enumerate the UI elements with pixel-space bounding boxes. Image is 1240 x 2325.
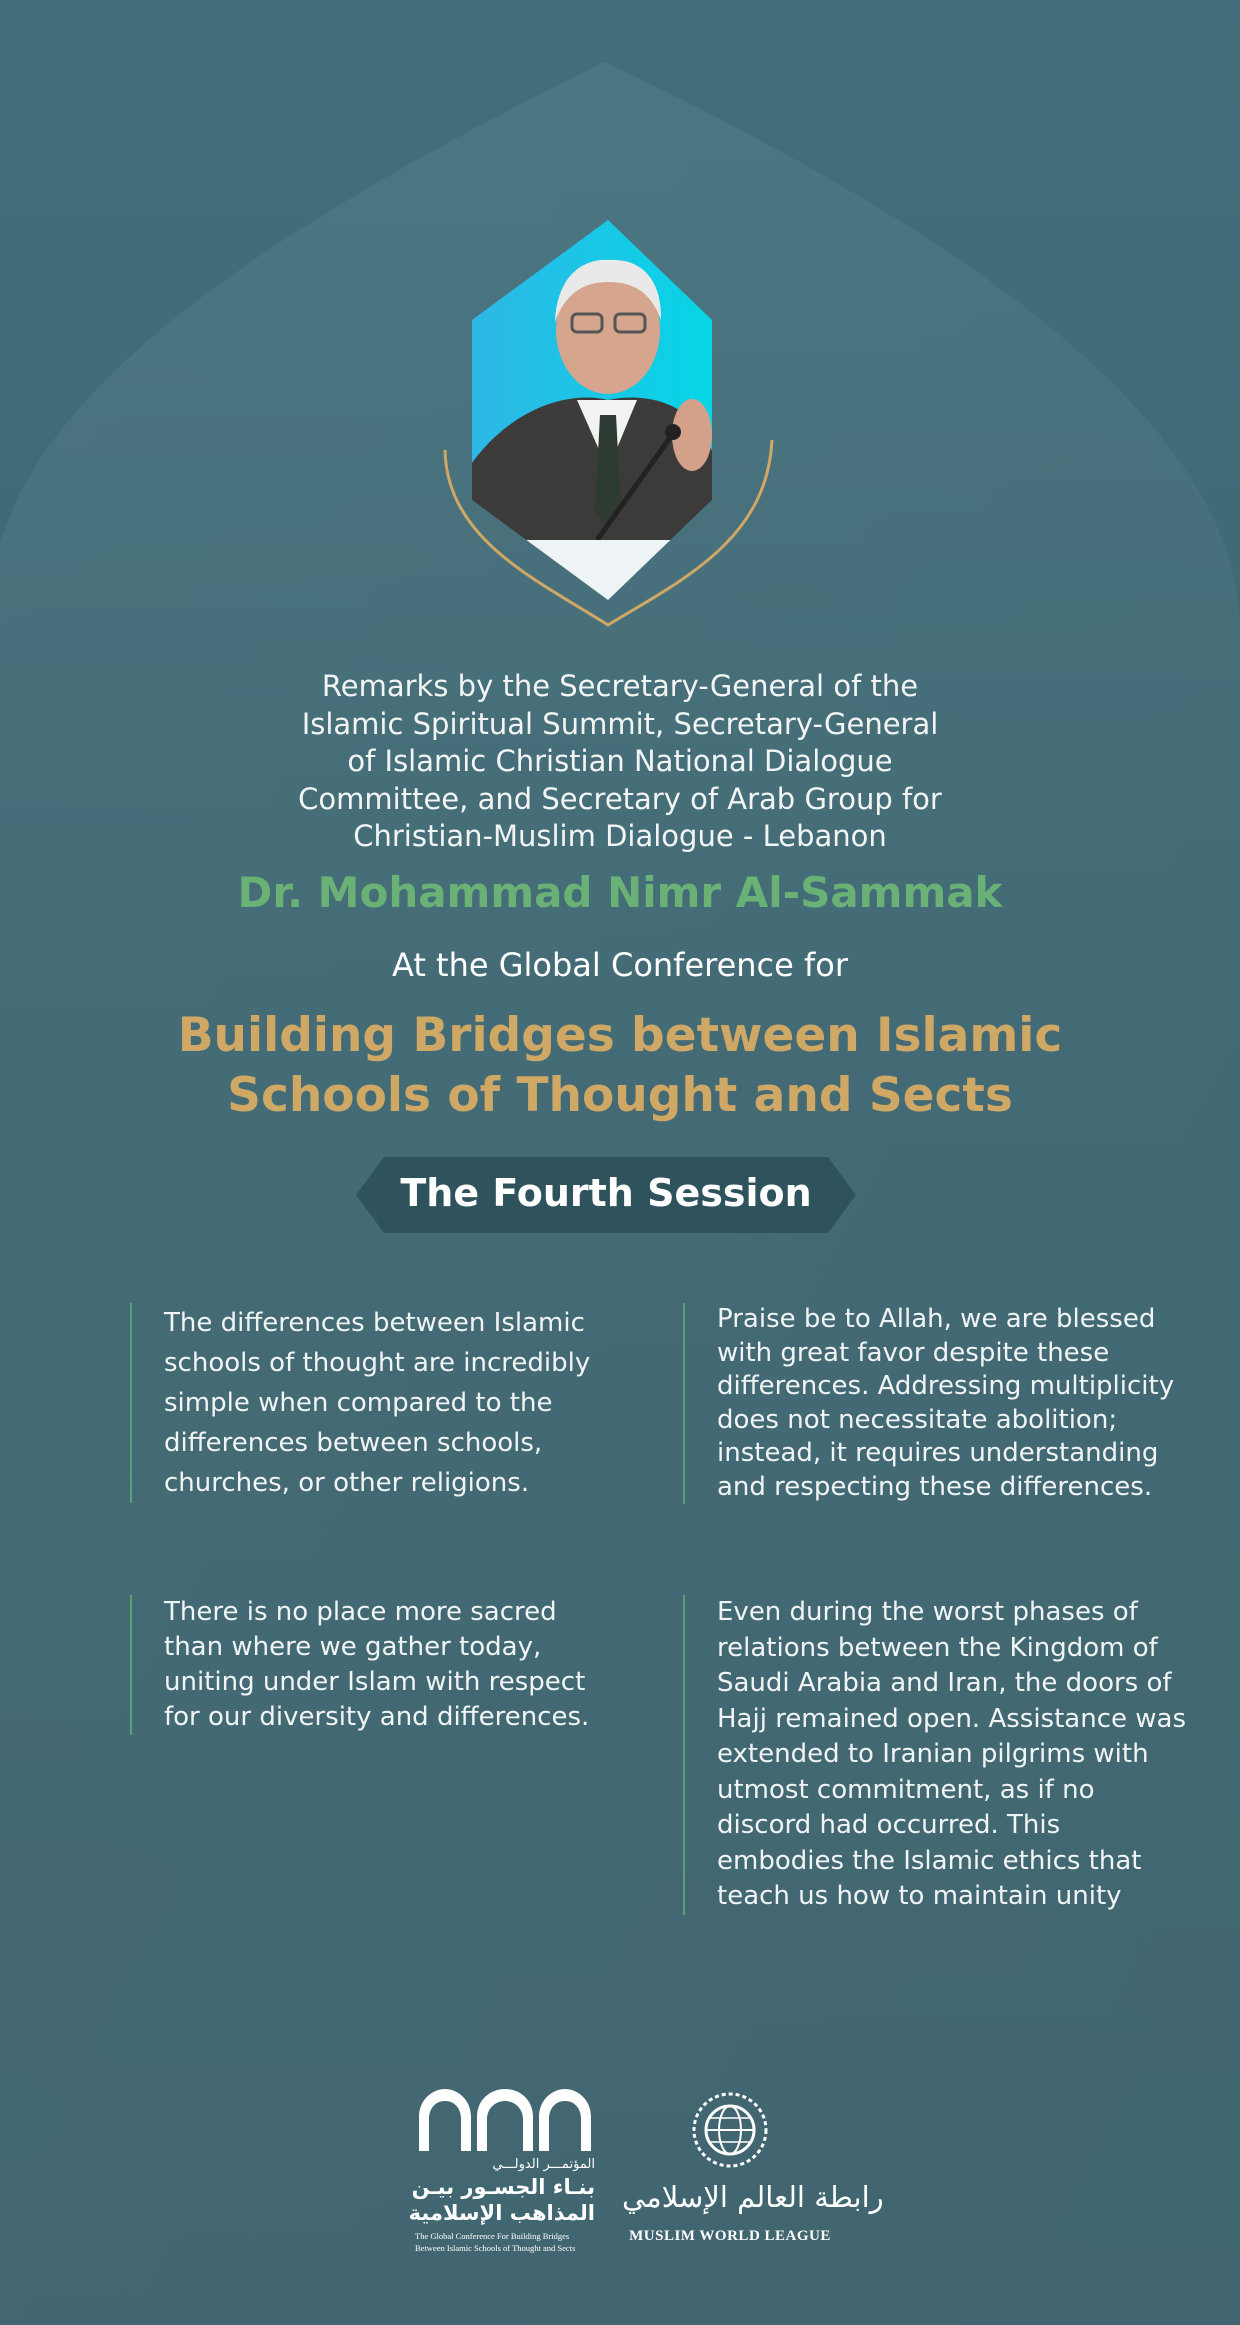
quote-line: with great favor despite these [717,1337,1110,1368]
remarks-line: Remarks by the Secretary-General of the [321,669,919,703]
quote-block [130,1303,634,1503]
conference-logo-english-line2: Between Islamic Schools of Thought and Sects [415,2243,576,2253]
conference-logo-arabic-small: المؤتمـــر الدولـــي [492,2157,595,2172]
quote-line: utmost commitment, as if no [717,1774,1095,1805]
conference-logo-arabic-line2: المذاهب الإسلامية [408,2201,595,2225]
remarks-line: of Islamic Christian National Dialogue [347,744,893,778]
remarks-line: Christian-Muslim Dialogue - Lebanon [353,819,887,853]
quote-block [130,1595,634,1735]
quote-line: than where we gather today, [164,1632,542,1662]
mwl-logo [622,2090,884,2250]
quote-line: schools of thought are incredibly [164,1348,591,1378]
quote-line: Even during the worst phases of [717,1597,1138,1627]
quote-block [683,1303,1237,1504]
conference-logo-arabic-line1: بنـاء الجسـور بيـن [411,2175,595,2199]
quote-line: extended to Iranian pilgrims with [717,1739,1149,1769]
quote-line: discord had occurred. This [717,1810,1061,1840]
speaker-name: Dr. Mohammad Nimr Al-Sammak [237,868,1003,917]
quote-line: There is no place more sacred [164,1597,557,1627]
quote-line: teach us how to maintain unity [717,1881,1122,1911]
remarks-paragraph [295,668,945,856]
quote-line: instead, it requires understanding [717,1438,1159,1468]
mwl-logo-english: MUSLIM WORLD LEAGUE [629,2228,831,2244]
quote-line: uniting under Islam with respect [164,1667,586,1697]
speaker-portrait [437,210,803,630]
conference-title [140,1006,1100,1126]
quote-line: for our diversity and differences. [164,1702,590,1732]
conference-title-line: Building Bridges between Islamic [177,1008,1063,1063]
quote-line: differences. Addressing multiplicity [717,1371,1175,1401]
conference-logo-english-line1: The Global Conference For Building Bridges [415,2231,570,2241]
conference-title-line: Schools of Thought and Sects [227,1068,1013,1123]
remarks-line: Islamic Spiritual Summit, Secretary-General [301,706,939,741]
quote-line: Hajj remained open. Assistance was [717,1703,1187,1734]
session-label: The Fourth Session [400,1171,812,1215]
quote-line: does not necessitate abolition; [717,1404,1118,1435]
globe-emblem-icon [690,2090,770,2170]
quote-line: differences between schools, [164,1428,543,1458]
quote-block [683,1595,1237,1915]
quote-line: churches, or other religions. [164,1468,530,1498]
conference-logo [405,2085,605,2260]
remarks-line: Committee, and Secretary of Arab Group for [298,781,942,816]
quote-line: relations between the Kingdom of [717,1632,1158,1663]
quote-line: embodies the Islamic ethics that [717,1845,1142,1876]
conference-intro: At the Global Conference for [391,946,848,984]
quote-line: Praise be to Allah, we are blessed [717,1304,1156,1334]
quote-line: The differences between Islamic [164,1308,585,1338]
quote-line: and respecting these differences. [717,1471,1153,1502]
quote-line: Saudi Arabia and Iran, the doors of [717,1668,1172,1698]
mwl-logo-arabic: رابطة العالم الإسلامي [622,2180,884,2214]
arches-icon [415,2085,595,2151]
quote-line: simple when compared to the [164,1388,553,1418]
